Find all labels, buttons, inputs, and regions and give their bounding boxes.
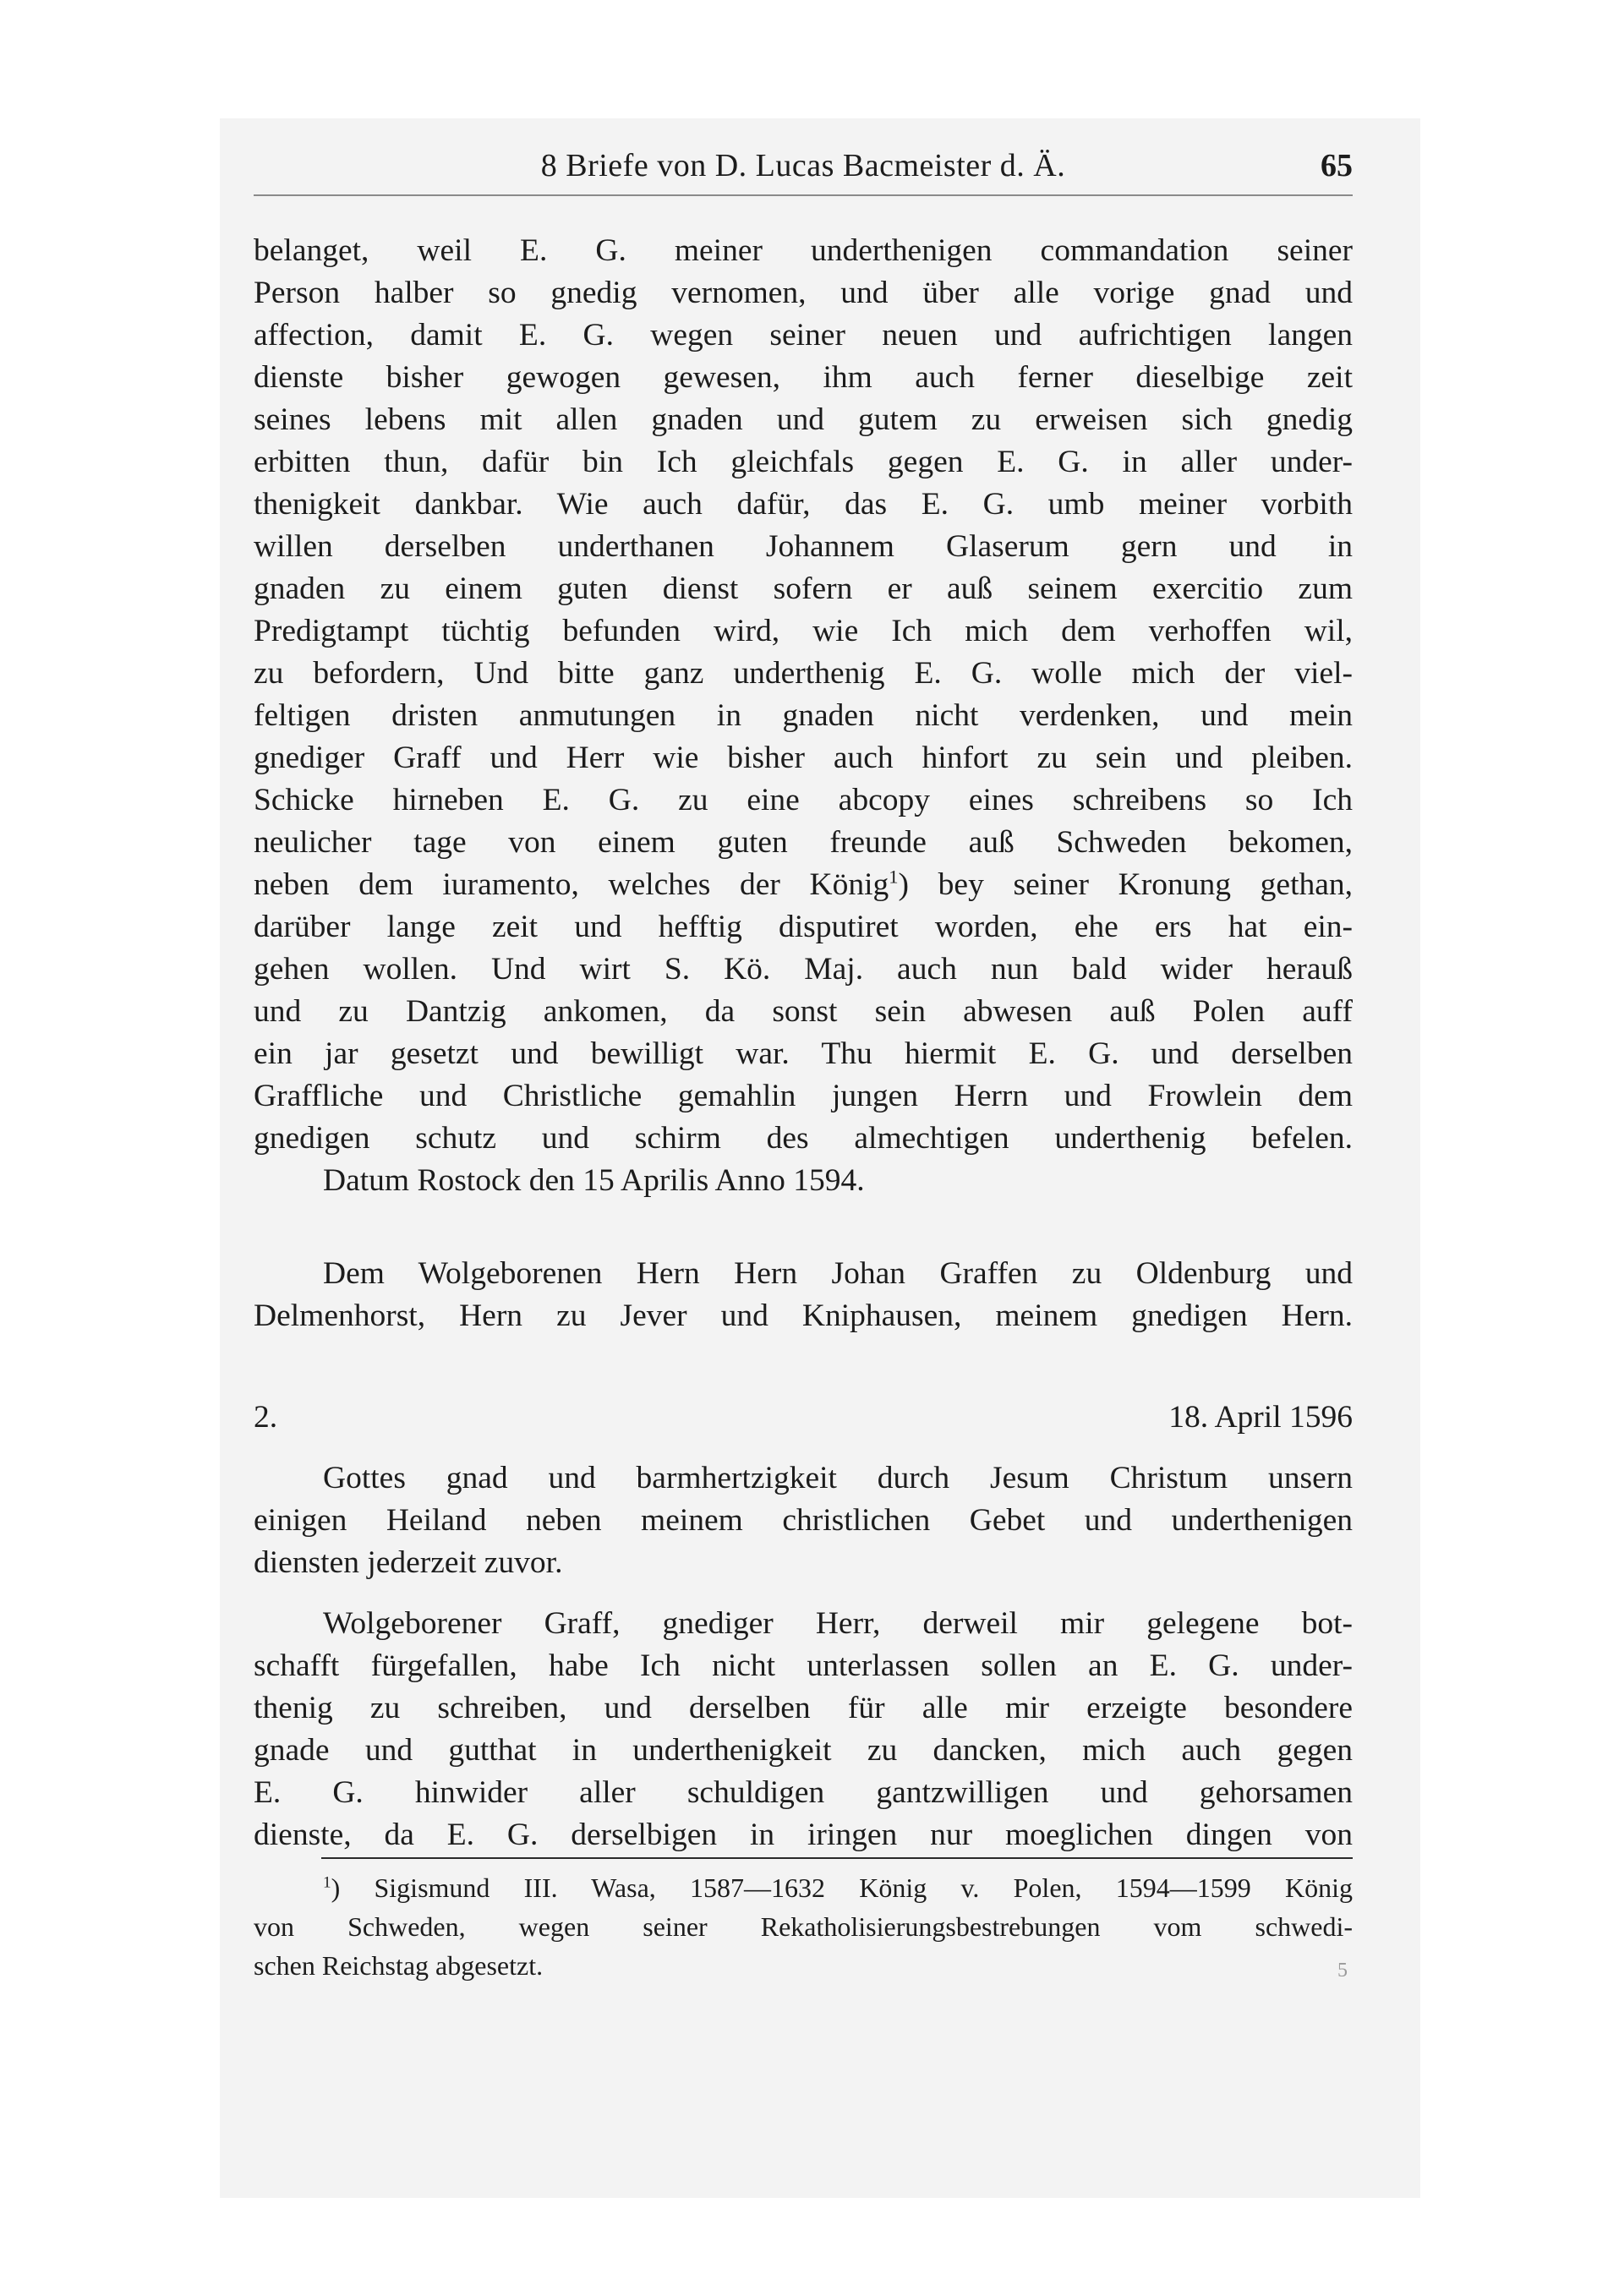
text-line: erbitten thun, dafür bin Ich gleichfals gegen E. G. in aller under-	[254, 445, 1353, 479]
text-line: gnediger Graff und Herr wie bisher auch hinfort zu sein und pleiben.	[254, 741, 1353, 775]
text-line: gnaden zu einem guten dienst sofern er auß seinem exercitio zum	[254, 571, 1353, 606]
text-line: gehen wollen. Und wirt S. Kö. Maj. auch nun bald wider herauß	[254, 952, 1353, 987]
letter-greeting	[254, 1457, 1353, 1584]
address-line: Dem Wolgeborenen Hern Hern Johan Graffen zu Oldenburg und	[323, 1256, 1353, 1291]
running-header	[254, 144, 1353, 196]
text-line: gnedigen schutz und schirm des almechtigen underthenig befelen.	[254, 1121, 1353, 1156]
text-line: zu befordern, Und bitte ganz underthenig E. G. wolle mich der viel-	[254, 656, 1353, 691]
text-line: ein jar gesetzt und bewilligt war. Thu hiermit E. G. und derselben	[254, 1036, 1353, 1071]
text-line: feltigen dristen anmutungen in gnaden nicht verdenken, und mein	[254, 698, 1353, 733]
letter-heading	[254, 1397, 1353, 1439]
text-line: E. G. hinwider aller schuldigen gantzwilligen und gehorsamen	[254, 1775, 1353, 1810]
text-line: neulicher tage von einem guten freunde auß Schweden bekomen,	[254, 825, 1353, 860]
text-segment: neben dem iuramento, welches der König	[254, 867, 889, 902]
text-line: willen derselben underthanen Johannem Glaserum gern und in	[254, 529, 1353, 564]
text-line: dienste bisher gewogen gewesen, ihm auch ferner dieselbige zeit	[254, 360, 1353, 395]
text-line: affection, damit E. G. wegen seiner neuen und aufrichtigen langen	[254, 318, 1353, 353]
letter-date: 18. April 1596	[1168, 1400, 1353, 1435]
text-segment: ) bey seiner Kronung gethan,	[898, 867, 1354, 902]
footnote	[254, 1868, 1353, 1985]
footnote-line: schen Reichstag abgesetzt.	[254, 1950, 544, 1981]
address	[254, 1253, 1353, 1337]
text-line: einigen Heiland neben meinem christlichen Gebet und underthenigen	[254, 1503, 1353, 1538]
text-line: Graffliche und Christliche gemahlin jungen Herrn und Frowlein dem	[254, 1079, 1353, 1113]
text-line: gnade und gutthat in underthenigkeit zu dancken, mich auch gegen	[254, 1733, 1353, 1768]
text-line: Schicke hirneben E. G. zu eine abcopy eines schreibens so Ich	[254, 783, 1353, 817]
text-line: darüber lange zeit und hefftig disputiret worden, ehe ers hat ein-	[254, 910, 1353, 944]
footnote-line	[254, 1868, 1353, 1907]
running-title: 8 Briefe von D. Lucas Bacmeister d. Ä.	[540, 148, 1066, 183]
footnote-line: von Schweden, wegen seiner Rekatholisierungsbestrebungen vom schwedi-	[254, 1911, 1353, 1942]
text-line: dienste, da E. G. derselbigen in iringen nur moeglichen dingen von	[254, 1818, 1353, 1852]
datum-line: Datum Rostock den 15 Aprilis Anno 1594.	[323, 1163, 865, 1198]
letter-body	[254, 1603, 1353, 1856]
main-text	[254, 230, 1353, 1856]
text-line: Predigtampt tüchtig befunden wird, wie Ich mich dem verhoffen wil,	[254, 614, 1353, 648]
text-line: belanget, weil E. G. meiner underthenigen commandation seiner	[254, 233, 1353, 268]
text-line: Wolgeborener Graff, gnediger Herr, derweil mir gelegene bot-	[323, 1606, 1353, 1641]
signature-mark: 5	[1337, 1960, 1348, 1982]
text-line: und zu Dantzig ankomen, da sonst sein abwesen auß Polen auff	[254, 994, 1353, 1029]
text-line: Gottes gnad und barmhertzigkeit durch Jesum Christum unsern	[323, 1461, 1353, 1495]
letter-number: 2.	[254, 1400, 278, 1435]
footnote-divider	[321, 1857, 1353, 1859]
text-line: schafft fürgefallen, habe Ich nicht unterlassen sollen an E. G. under-	[254, 1648, 1353, 1683]
text-line: Person halber so gnedig vernomen, und über alle vorige gnad und	[254, 276, 1353, 310]
text-line: thenigkeit dankbar. Wie auch dafür, das E. G. umb meiner vorbith	[254, 487, 1353, 522]
paragraph-1	[254, 230, 1353, 1160]
text-line: diensten jederzeit zuvor.	[254, 1545, 563, 1580]
footnote-marker: 1	[323, 1873, 331, 1892]
text-line: seines lebens mit allen gnaden und gutem zu erweisen sich gnedig	[254, 402, 1353, 437]
text-line: thenig zu schreiben, und derselben für alle mir erzeigte besondere	[254, 1691, 1353, 1725]
footnote-text: ) Sigismund III. Wasa, 1587—1632 König v. Polen, 1594—1599 König	[331, 1872, 1353, 1903]
footnote-reference: 1	[889, 866, 899, 888]
page-number: 65	[1321, 148, 1353, 183]
address-line: Delmenhorst, Hern zu Jever und Kniphausen, meinem gnedigen Hern.	[254, 1298, 1353, 1333]
text-line-with-footnote	[254, 864, 1353, 906]
